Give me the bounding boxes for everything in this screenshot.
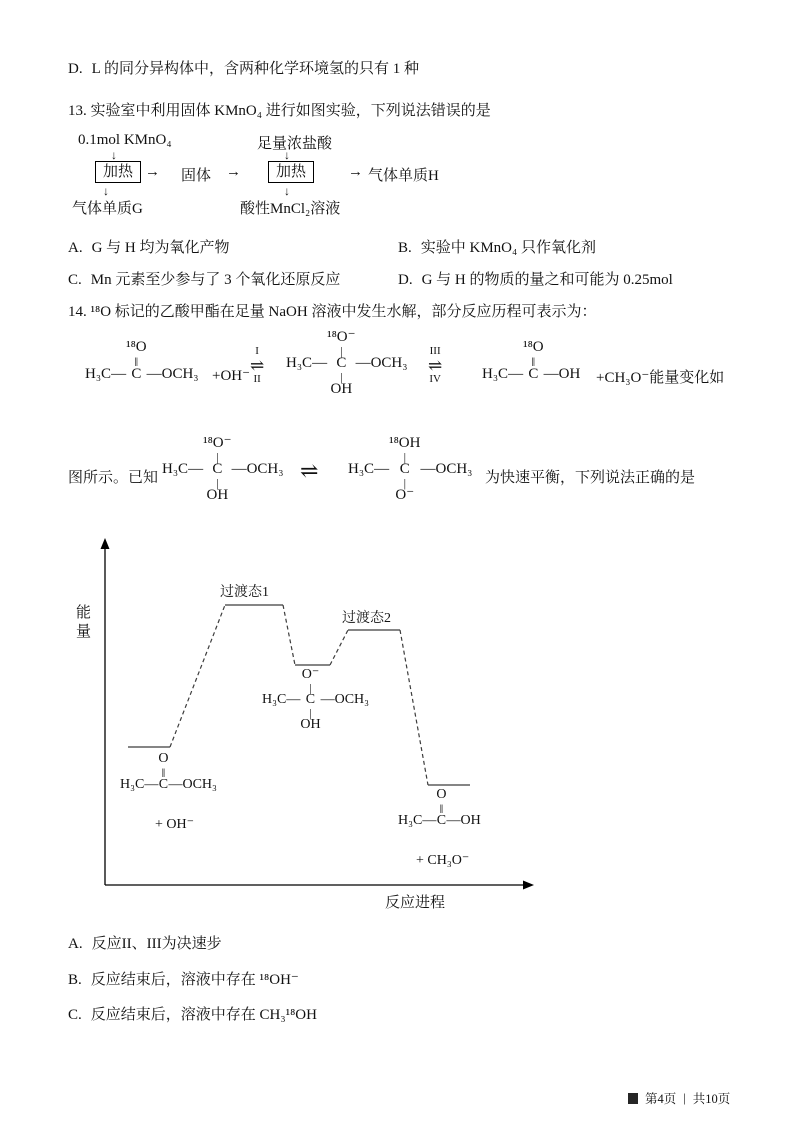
q14-option-b bbox=[68, 968, 299, 989]
q13-stem: 13. 实验室中利用固体 KMnO₄ 进行如图实验，下列说法错误的是 bbox=[68, 103, 491, 119]
atom-top: ¹⁸O⁻ bbox=[327, 329, 356, 345]
option-text: G 与 H 的物质的量之和可能为 0.25mol bbox=[421, 272, 673, 288]
right-arrow-icon: → bbox=[348, 164, 363, 180]
right-arrow-icon: → bbox=[145, 164, 160, 180]
page-total: 共10页 bbox=[692, 1092, 731, 1106]
step-label-i: I bbox=[255, 345, 259, 357]
group-bottom: OH bbox=[300, 716, 321, 732]
option-label: A. bbox=[68, 240, 83, 256]
q13-option-c bbox=[68, 268, 340, 289]
option-d-previous bbox=[68, 57, 419, 78]
x-axis-arrow-icon bbox=[523, 881, 534, 890]
flow-reagent-kmno4: 0.1mol KMnO₄ bbox=[78, 132, 172, 148]
scheme2-suffix: 为快速平衡，下列说法正确的是 bbox=[485, 470, 696, 486]
group-right: OCH₃ bbox=[334, 691, 370, 707]
equilibrium-icon: ⇌ bbox=[250, 356, 265, 375]
group-left: H₃C bbox=[482, 365, 509, 382]
group-right: OCH₃ bbox=[161, 365, 199, 382]
bond-horizontal: — bbox=[188, 460, 204, 477]
group-left: H₃C bbox=[286, 354, 313, 371]
bond-vertical: | bbox=[403, 475, 406, 490]
option-text: 反应结束后，溶液中存在 CH₃¹⁸OH bbox=[90, 1007, 317, 1023]
atom-top: O bbox=[436, 787, 447, 802]
group-left: H₃C bbox=[348, 460, 375, 477]
option-text: 反应II、III为决速步 bbox=[91, 936, 222, 952]
option-text: 反应结束后，溶液中存在 ¹⁸OH⁻ bbox=[90, 972, 299, 988]
y-axis-title: 能量 bbox=[76, 605, 92, 640]
product-plus-methoxide: + CH₃O⁻ bbox=[416, 853, 470, 868]
equilibrium-icon: ⇌ bbox=[300, 458, 319, 483]
down-arrow-icon: ↓ bbox=[284, 184, 290, 198]
bond-horizontal: — bbox=[168, 776, 183, 792]
step-label-ii: II bbox=[253, 373, 261, 385]
ts2-label: 过渡态2 bbox=[342, 611, 391, 626]
flow-gas-g: 气体单质G bbox=[72, 201, 143, 217]
group-right: OH bbox=[558, 365, 581, 382]
down-arrow-icon: ↓ bbox=[103, 184, 109, 198]
down-arrow-icon: ↓ bbox=[111, 148, 117, 162]
option-label: D. bbox=[68, 61, 83, 77]
group-bottom: O⁻ bbox=[395, 486, 415, 503]
group-right: OCH₃ bbox=[435, 460, 473, 477]
atom-center: C bbox=[131, 365, 142, 382]
double-bond: ‖ bbox=[161, 764, 166, 780]
rise-to-ts1 bbox=[170, 605, 225, 747]
double-bond: ‖ bbox=[134, 353, 139, 369]
bond-horizontal: — bbox=[286, 691, 301, 707]
structure-tetrahedral-intermediate bbox=[286, 330, 407, 398]
group-left: H₃C bbox=[120, 776, 145, 792]
fall-to-intermediate bbox=[283, 605, 295, 665]
bond-vertical: | bbox=[340, 369, 343, 384]
bond-vertical: | bbox=[216, 475, 219, 490]
bond-horizontal: — bbox=[543, 365, 559, 382]
plus-hydroxide: +OH⁻ bbox=[212, 368, 251, 384]
step-label-iii: III bbox=[429, 345, 441, 357]
group-right: OCH₃ bbox=[370, 354, 408, 371]
q13-option-b bbox=[398, 236, 596, 257]
structure-intermediate-b bbox=[348, 436, 472, 504]
option-label: B. bbox=[398, 240, 412, 256]
bond-horizontal: — bbox=[312, 354, 328, 371]
structure-product bbox=[398, 788, 481, 828]
option-text: 实验中 KMnO₄ 只作氧化剂 bbox=[420, 240, 596, 256]
flow-solution: 酸性MnCl₂溶液 bbox=[240, 201, 341, 217]
bond-vertical: | bbox=[340, 343, 343, 358]
q13-option-d bbox=[398, 268, 673, 289]
bond-horizontal: — bbox=[355, 354, 371, 371]
atom-top: ¹⁸OH bbox=[389, 435, 421, 451]
bond-horizontal: — bbox=[374, 460, 390, 477]
group-left: H₃C bbox=[85, 365, 112, 382]
flow-box-heat-1: 加热 bbox=[95, 161, 141, 183]
option-label: C. bbox=[68, 272, 82, 288]
bond-horizontal: — bbox=[446, 812, 461, 828]
equilibrium-arrow-2 bbox=[428, 346, 442, 385]
group-right: OH bbox=[460, 812, 481, 828]
bond-horizontal: — bbox=[144, 776, 159, 792]
atom-center: C bbox=[158, 776, 169, 792]
double-bond: ‖ bbox=[439, 800, 444, 816]
option-label: A. bbox=[68, 936, 83, 952]
group-left: H₃C bbox=[398, 812, 423, 828]
q13-option-a bbox=[68, 236, 230, 257]
bond-horizontal: — bbox=[422, 812, 437, 828]
equilibrium-icon: ⇌ bbox=[428, 356, 443, 375]
option-label: C. bbox=[68, 1007, 82, 1023]
option-text: Mn 元素至少参与了 3 个氧化还原反应 bbox=[90, 272, 341, 288]
bond-vertical: | bbox=[216, 449, 219, 464]
page-number: 第4页 bbox=[645, 1092, 677, 1106]
atom-top: ¹⁸O bbox=[126, 339, 147, 355]
ts1-label: 过渡态1 bbox=[220, 585, 269, 600]
group-bottom: OH bbox=[330, 380, 353, 397]
bond-horizontal: — bbox=[146, 365, 162, 382]
fall-to-product bbox=[400, 630, 428, 785]
bond-vertical: | bbox=[403, 449, 406, 464]
atom-top: ¹⁸O⁻ bbox=[203, 435, 232, 451]
x-axis-title: 反应进程 bbox=[385, 895, 446, 911]
group-right: OCH₃ bbox=[182, 776, 217, 792]
option-text: G 与 H 均为氧化产物 bbox=[91, 240, 230, 256]
rise-to-ts2 bbox=[330, 630, 348, 665]
double-bond: ‖ bbox=[531, 353, 536, 369]
structure-reactant bbox=[120, 752, 217, 792]
q14-option-c bbox=[68, 1003, 317, 1024]
flow-reagent-hcl: 足量浓盐酸 bbox=[257, 136, 333, 152]
step-label-iv: IV bbox=[429, 373, 441, 385]
atom-center: C bbox=[436, 812, 447, 828]
structure-intermediate-in-diagram bbox=[262, 668, 369, 732]
atom-top: ¹⁸O bbox=[523, 339, 544, 355]
bond-horizontal: — bbox=[320, 691, 335, 707]
scheme-tail-text: +CH₃O⁻能量变化如 bbox=[596, 370, 725, 386]
q14-option-a bbox=[68, 932, 222, 953]
bond-horizontal: — bbox=[231, 460, 247, 477]
y-axis-arrow-icon bbox=[101, 538, 110, 549]
bond-horizontal: — bbox=[420, 460, 436, 477]
group-bottom: OH bbox=[206, 486, 229, 503]
reactant-plus-hydroxide: + OH⁻ bbox=[155, 817, 195, 832]
down-arrow-icon: ↓ bbox=[284, 148, 290, 162]
atom-top: O⁻ bbox=[301, 667, 320, 682]
atom-center: C bbox=[212, 460, 223, 477]
flow-box-heat-2: 加热 bbox=[268, 161, 314, 183]
footer-separator: | bbox=[683, 1090, 686, 1105]
flow-solid-label: 固体 bbox=[181, 168, 212, 184]
scheme2-prefix: 图所示。已知 bbox=[68, 470, 159, 486]
atom-top: O bbox=[158, 751, 169, 766]
right-arrow-icon: → bbox=[226, 164, 241, 180]
group-left: H₃C bbox=[162, 460, 189, 477]
structure-methyl-acetate bbox=[85, 340, 199, 383]
atom-center: C bbox=[399, 460, 410, 477]
bond-vertical: | bbox=[309, 680, 312, 695]
page-marker-icon bbox=[628, 1093, 638, 1104]
structure-intermediate-a bbox=[162, 436, 283, 504]
equilibrium-arrow-1 bbox=[250, 346, 264, 385]
bond-horizontal: — bbox=[111, 365, 127, 382]
option-label: D. bbox=[398, 272, 413, 288]
atom-center: C bbox=[305, 691, 316, 707]
flow-gas-h: 气体单质H bbox=[368, 168, 439, 184]
atom-center: C bbox=[336, 354, 347, 371]
q14-stem: 14. ¹⁸O 标记的乙酸甲酯在足量 NaOH 溶液中发生水解，部分反应历程可表示为： bbox=[68, 304, 597, 320]
structure-acetic-acid bbox=[482, 340, 580, 383]
bond-vertical: | bbox=[309, 705, 312, 720]
bond-horizontal: — bbox=[508, 365, 524, 382]
option-label: B. bbox=[68, 972, 82, 988]
atom-center: C bbox=[528, 365, 539, 382]
group-right: OCH₃ bbox=[246, 460, 284, 477]
page-footer bbox=[628, 1089, 730, 1107]
option-text: L 的同分异构体中，含两种化学环境氢的只有 1 种 bbox=[91, 61, 419, 77]
group-left: H₃C bbox=[262, 691, 287, 707]
